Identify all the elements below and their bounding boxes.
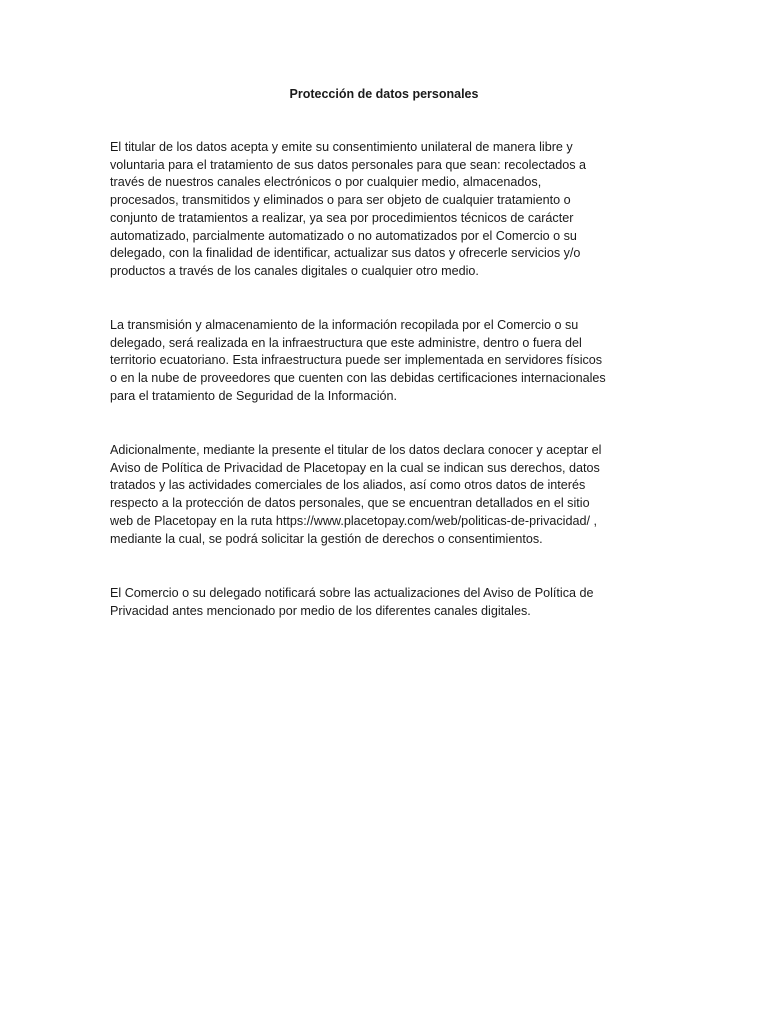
paragraph-line: Privacidad antes mencionado por medio de los diferentes canales digitales.	[110, 603, 531, 618]
paragraph-line: Aviso de Política de Privacidad de Placetopay en la cual se indican sus derechos, datos	[110, 460, 600, 475]
paragraph-privacy-policy	[110, 442, 662, 548]
paragraph-line: tratados y las actividades comerciales de los aliados, así como otros datos de interés	[110, 478, 586, 493]
paragraph-line: El titular de los datos acepta y emite su consentimiento unilateral de manera libre y	[110, 140, 573, 154]
paragraph-line: La transmisión y almacenamiento de la información recopilada por el Comercio o su	[110, 318, 579, 332]
paragraph-line: Adicionalmente, mediante la presente el titular de los datos declara conocer y aceptar el	[110, 443, 602, 457]
document-title: Protección de datos personales	[289, 87, 479, 101]
paragraph-line: conjunto de tratamientos a realizar, ya sea por procedimientos técnicos de carácter	[110, 210, 574, 225]
paragraph-line: productos a través de los canales digitales o cualquier otro medio.	[110, 263, 479, 278]
paragraph-line: web de Placetopay en la ruta https://www.placetopay.com/web/politicas-de-privacidad/ ,	[110, 513, 597, 528]
paragraph-consent	[110, 139, 662, 281]
paragraph-updates	[110, 585, 662, 620]
paragraph-line: delegado, con la finalidad de identificar, actualizar sus datos y ofrecerle servicios y/o	[110, 246, 581, 261]
paragraph-line: o en la nube de proveedores que cuenten con las debidas certificaciones internacionales	[110, 371, 606, 386]
paragraph-line: automatizado, parcialmente automatizado o no automatizados por el Comercio o su	[110, 228, 577, 243]
paragraph-line: respecto a la protección de datos personales, que se encuentran detallados en el sitio	[110, 496, 590, 511]
paragraph-line: procesados, transmitidos y eliminados o para ser objeto de cualquier tratamiento o	[110, 193, 571, 208]
paragraph-storage	[110, 317, 662, 406]
paragraph-line: voluntaria para el tratamiento de sus datos personales para que sean: recolectados a	[110, 157, 587, 172]
paragraph-line: mediante la cual, se podrá solicitar la gestión de derechos o consentimientos.	[110, 531, 543, 546]
paragraph-line: territorio ecuatoriano. Esta infraestructura puede ser implementada en servidores físicos	[110, 353, 603, 368]
paragraph-line: través de nuestros canales electrónicos o por cualquier medio, almacenados,	[110, 175, 542, 190]
paragraph-line: delegado, será realizada en la infraestructura que este administre, dentro o fuera del	[110, 335, 582, 350]
paragraph-line: El Comercio o su delegado notificará sobre las actualizaciones del Aviso de Política de	[110, 586, 594, 600]
paragraph-line: para el tratamiento de Seguridad de la Información.	[110, 388, 398, 403]
